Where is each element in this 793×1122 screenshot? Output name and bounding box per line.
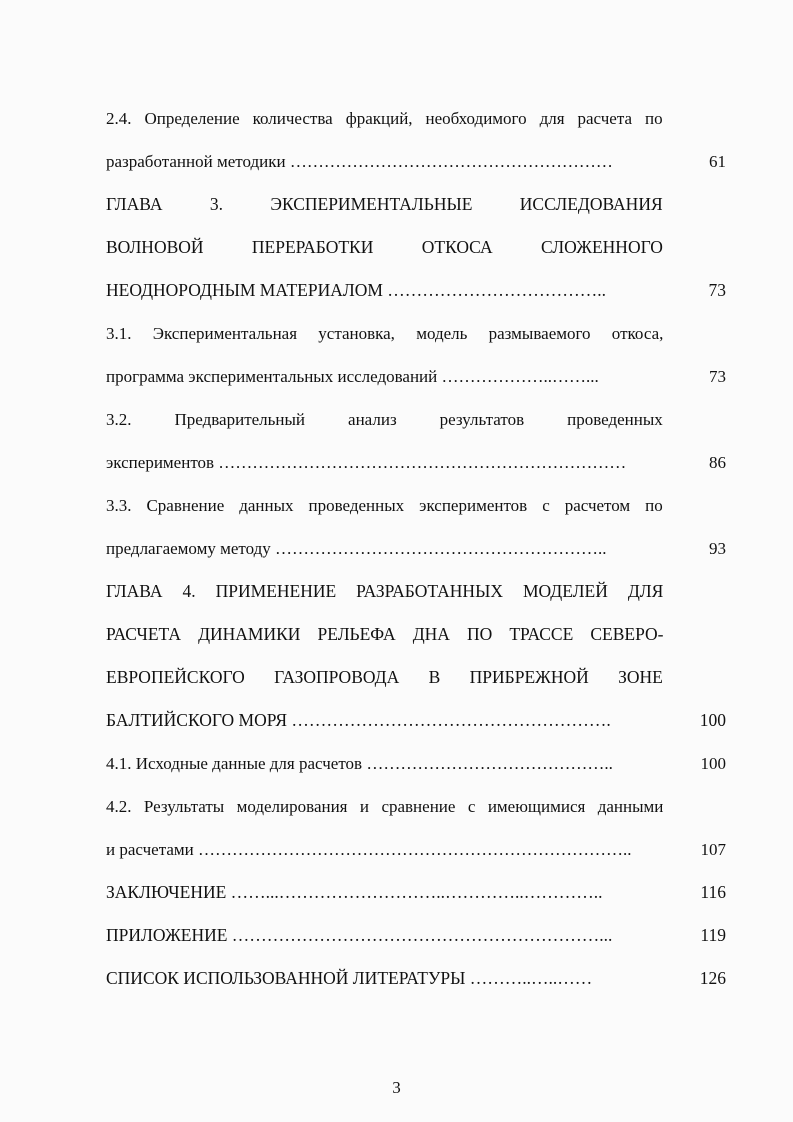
toc-page-number: 61	[709, 152, 726, 171]
toc-line-3-2-l1	[106, 398, 726, 441]
toc-line-text: 2.4. Определение количества фракций, необходимого для расчета по	[106, 109, 663, 128]
toc-line-refs	[106, 957, 726, 1000]
toc-page-number: 116	[700, 882, 726, 902]
toc-page-number: 100	[700, 754, 726, 773]
toc-line-3-1-l1	[106, 312, 726, 355]
toc-line-text: экспериментов ………………………………………………………………	[106, 453, 627, 472]
toc-line-text: РАСЧЕТА ДИНАМИКИ РЕЛЬЕФА ДНА ПО ТРАССЕ СЕВЕРО-	[106, 624, 664, 644]
toc-line-3-3-l1	[106, 484, 726, 527]
toc-line-text: 3.3. Сравнение данных проведенных экспериментов с расчетом по	[106, 496, 663, 515]
toc-line-text: ГЛАВА 4. ПРИМЕНЕНИЕ РАЗРАБОТАННЫХ МОДЕЛЕЙ ДЛЯ	[106, 581, 664, 601]
toc-line-text: 4.1. Исходные данные для расчетов ……………………………………..	[106, 754, 613, 773]
toc-line-3-3-l2	[106, 527, 726, 570]
toc-line-text: ГЛАВА 3. ЭКСПЕРИМЕНТАЛЬНЫЕ ИССЛЕДОВАНИЯ	[106, 194, 663, 214]
toc-page-number: 107	[700, 840, 726, 859]
toc-page-number: 119	[700, 925, 726, 945]
toc-line-text: ВОЛНОВОЙ ПЕРЕРАБОТКИ ОТКОСА СЛОЖЕННОГО	[106, 237, 663, 257]
toc-page-number: 126	[699, 968, 726, 988]
toc-page-number: 73	[709, 367, 726, 386]
toc-line-ch3-l2	[106, 226, 726, 269]
toc-line-app	[106, 914, 726, 957]
toc-line-concl	[106, 871, 726, 914]
toc-line-text: предлагаемому методу …………………………………………………..	[106, 539, 607, 558]
page-number: 3	[392, 1078, 401, 1097]
toc-line-3-1-l2	[106, 355, 726, 398]
toc-line-text: БАЛТИЙСКОГО МОРЯ ……………………………………………….	[106, 710, 611, 730]
toc-line-text: ПРИЛОЖЕНИЕ ………………………………………………………...	[106, 925, 613, 945]
toc-line-ch3-l1	[106, 183, 726, 226]
toc-line-text: и расчетами …………………………………………………………………..	[106, 840, 632, 859]
toc-line-3-2-l2	[106, 441, 726, 484]
toc-line-text: программа экспериментальных исследований ………………..……...	[106, 367, 599, 386]
toc-line-4-1	[106, 742, 726, 785]
toc-line-text: ЕВРОПЕЙСКОГО ГАЗОПРОВОДА В ПРИБРЕЖНОЙ ЗОНЕ	[106, 667, 663, 687]
toc-line-4-2-l2	[106, 828, 726, 871]
toc-line-ch4-l3	[106, 656, 726, 699]
toc-line-text: 4.2. Результаты моделирования и сравнение с имеющимися данными	[106, 797, 664, 816]
toc-line-text: НЕОДНОРОДНЫМ МАТЕРИАЛОМ ………………………………..	[106, 280, 607, 300]
toc-page-number: 73	[708, 280, 726, 300]
toc-line-ch4-l2	[106, 613, 726, 656]
toc-line-2-4-l2	[106, 140, 726, 183]
toc-line-text: разработанной методики …………………………………………………	[106, 152, 613, 171]
toc-line-ch3-l3	[106, 269, 726, 312]
toc-line-ch4-l4	[106, 699, 726, 742]
toc-page-number: 86	[709, 453, 726, 472]
toc-line-text: 3.2. Предварительный анализ результатов проведенных	[106, 410, 663, 429]
toc-page-number: 93	[709, 539, 726, 558]
toc-line-ch4-l1	[106, 570, 726, 613]
toc-line-text: ЗАКЛЮЧЕНИЕ ……...………………………..…………..…………..	[106, 882, 603, 902]
toc-line-2-4-l1	[106, 97, 726, 140]
toc-line-text: СПИСОК ИСПОЛЬЗОВАННОЙ ЛИТЕРАТУРЫ ………..…..……	[106, 968, 593, 988]
toc-line-text: 3.1. Экспериментальная установка, модель размываемого откоса,	[106, 324, 664, 343]
table-of-contents	[106, 97, 726, 1000]
toc-page-number: 100	[699, 710, 726, 730]
toc-line-4-2-l1	[106, 785, 726, 828]
